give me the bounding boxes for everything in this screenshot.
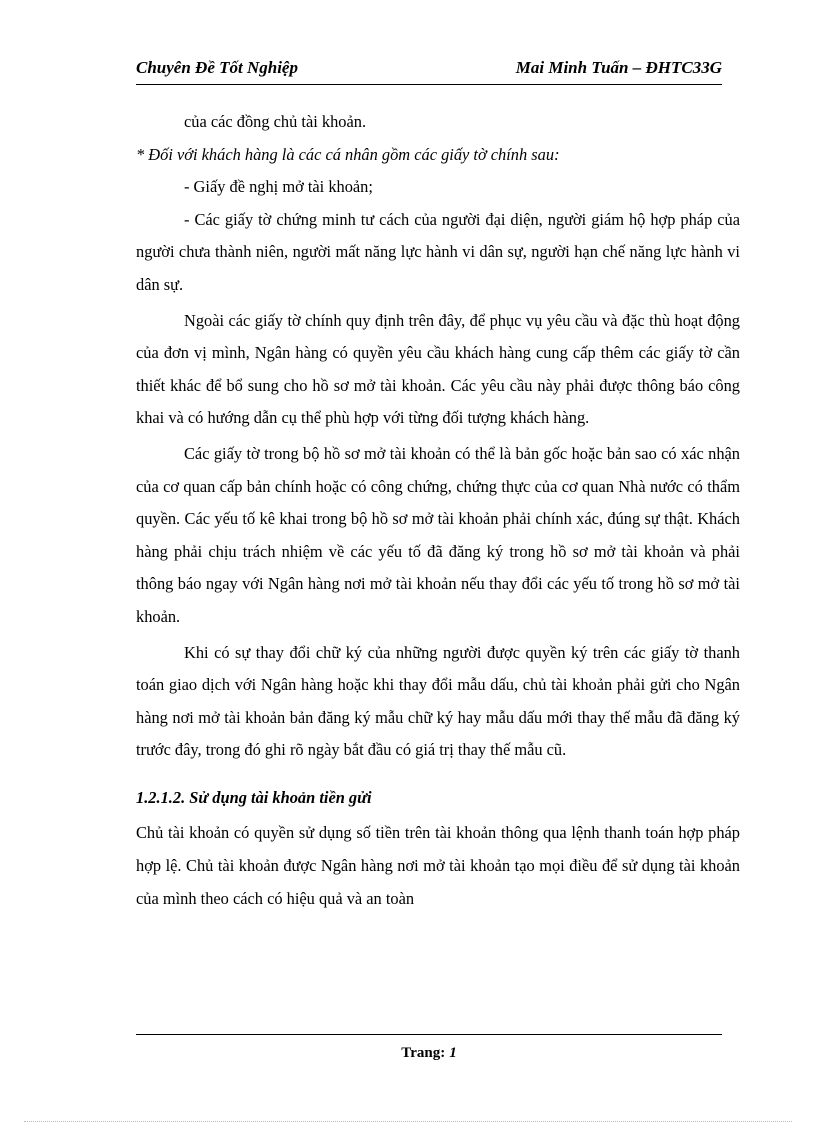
page-number: 1 [449, 1045, 457, 1061]
header-author: Mai Minh Tuấn – ĐHTC33G [515, 58, 722, 77]
individual-customers-note: * Đối với khách hàng là các cá nhân gồm các giấy tờ chính sau: [136, 144, 560, 164]
paragraph: Các giấy tờ trong bộ hồ sơ mở tài khoản có thể là bản gốc hoặc bản sao có xác nhận của cơ quan cấp bản chính hoặc có công chứng, chứng thực của cơ quan Nhà nước có thẩm quyền. Các yếu tố kê khai trong bộ hồ sơ mở tài khoản phải chính xác, đúng sự thật. Khách hàng phải chịu trách nhiệm về các yếu tố đã đăng ký trong hồ sơ mở tài khoản và phải thông báo ngay với Ngân hàng nơi mở tài khoản nếu thay đổi các yếu tố trong hồ sơ mở tài khoản. [136, 443, 740, 626]
list-item: - Giấy đề nghị mở tài khoản; [184, 177, 373, 197]
page-footer [136, 1034, 722, 1062]
section-paragraph: Chủ tài khoản có quyền sử dụng số tiền trên tài khoản thông qua lệnh thanh toán hợp pháp hợp lệ. Chủ tài khoản được Ngân hàng nơi mở tài khoản tạo mọi điều để sử dụng tài khoản của mình theo cách có hiệu quả và an toàn [136, 823, 740, 908]
paragraph: Khi có sự thay đổi chữ ký của những người được quyền ký trên các giấy tờ thanh toán giao dịch với Ngân hàng hoặc khi thay đổi mẫu dấu, chủ tài khoản phải gửi cho Ngân hàng nơi mở tài khoản bản đăng ký mẫu chữ ký hay mẫu dấu mới thay thế mẫu đã đăng ký trước đây, trong đó ghi rõ ngày bắt đầu có giá trị thay thế mẫu cũ. [136, 642, 740, 760]
paragraph-continuation: của các đồng chủ tài khoản. [184, 112, 367, 131]
document-body [136, 106, 740, 915]
header-title: Chuyên Đề Tốt Nghiệp [136, 58, 298, 77]
section-heading: 1.2.1.2. Sử dụng tài khoản tiền gửi [136, 787, 372, 807]
list-item: - Các giấy tờ chứng minh tư cách của người đại diện, người giám hộ hợp pháp của người chưa thành niên, người mất năng lực hành vi dân sự, người hạn chế năng lực hành vi dân sự. [136, 209, 740, 294]
page-label: Trang: [401, 1045, 446, 1061]
paragraph: Ngoài các giấy tờ chính quy định trên đây, để phục vụ yêu cầu và đặc thù hoạt động của đơn vị mình, Ngân hàng có quyền yêu cầu khách hàng cung cấp thêm các giấy tờ cần thiết khác để bổ sung cho hồ sơ mở tài khoản. Các yêu cầu này phải được thông báo công khai và có hướng dẫn cụ thể phù hợp với từng đối tượng khách hàng. [136, 310, 740, 428]
page-boundary-divider [24, 1121, 792, 1122]
page-header [136, 54, 722, 85]
